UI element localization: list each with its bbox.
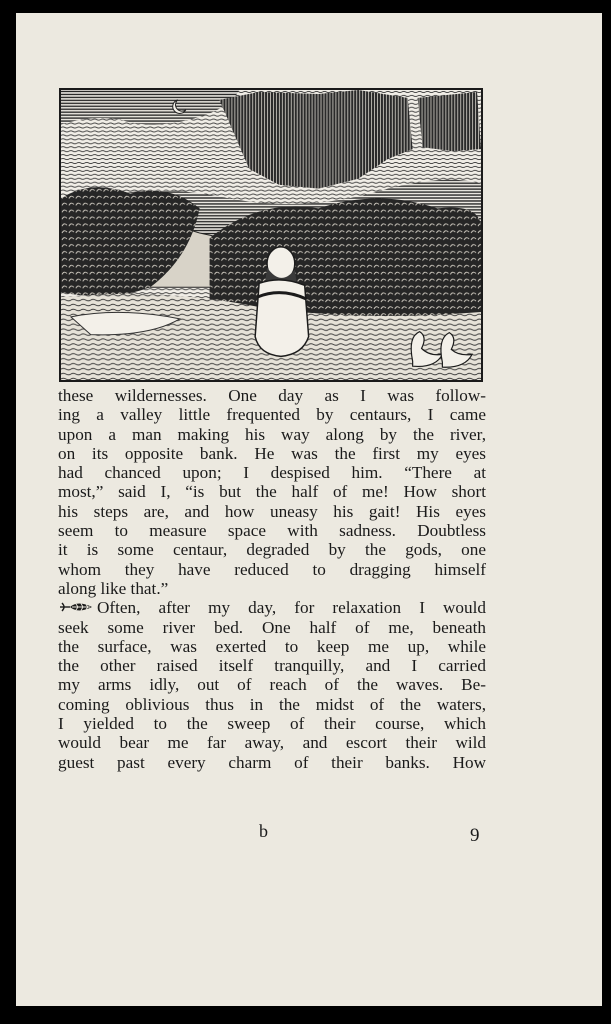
text-line: the surface, was exerted to keep me up, while xyxy=(58,636,486,656)
text-line: ing a valley little frequented by centaurs, I came xyxy=(58,405,486,425)
text-line: upon a man making his way along by the river, xyxy=(58,424,486,444)
text-line: on its opposite bank. He was the first my eyes xyxy=(58,443,486,463)
paragraph-start-line xyxy=(58,598,486,617)
page-number: 9 xyxy=(470,825,480,846)
text-line: most,” said I, “is but the half of me! How short xyxy=(58,482,486,502)
book-page xyxy=(16,13,602,1006)
text-line: coming oblivious thus in the midst of the waters, xyxy=(58,694,486,714)
text-line: whom they have reduced to dragging himself xyxy=(58,559,486,579)
body-text xyxy=(58,386,486,772)
text-line: along like that.” xyxy=(58,578,169,598)
text-line: his steps are, and how uneasy his gait! His eyes xyxy=(58,501,486,521)
text-line: seek some river bed. One half of me, beneath xyxy=(58,617,486,637)
text-line: Often, after my day, for relaxation I would xyxy=(97,598,486,618)
text-line: guest past every charm of their banks. How xyxy=(58,752,486,772)
text-line: the other raised itself tranquilly, and I carried xyxy=(58,656,486,676)
woodcut-illustration xyxy=(59,88,483,382)
text-line: my arms idly, out of reach of the waves. Be- xyxy=(58,675,486,695)
text-line: I yielded to the sweep of their course, which xyxy=(58,714,486,734)
text-line: these wildernesses. One day as I was follow- xyxy=(58,386,486,405)
text-line: seem to measure space with sadness. Doubtless xyxy=(58,521,486,541)
text-line: would bear me far away, and escort their wild xyxy=(58,733,486,753)
text-line: had chanced upon; I despised him. “There at xyxy=(58,463,486,483)
leaf-ornament-icon xyxy=(58,600,94,614)
text-line: it is some centaur, degraded by the gods, one xyxy=(58,540,486,560)
signature-mark: b xyxy=(259,821,268,841)
